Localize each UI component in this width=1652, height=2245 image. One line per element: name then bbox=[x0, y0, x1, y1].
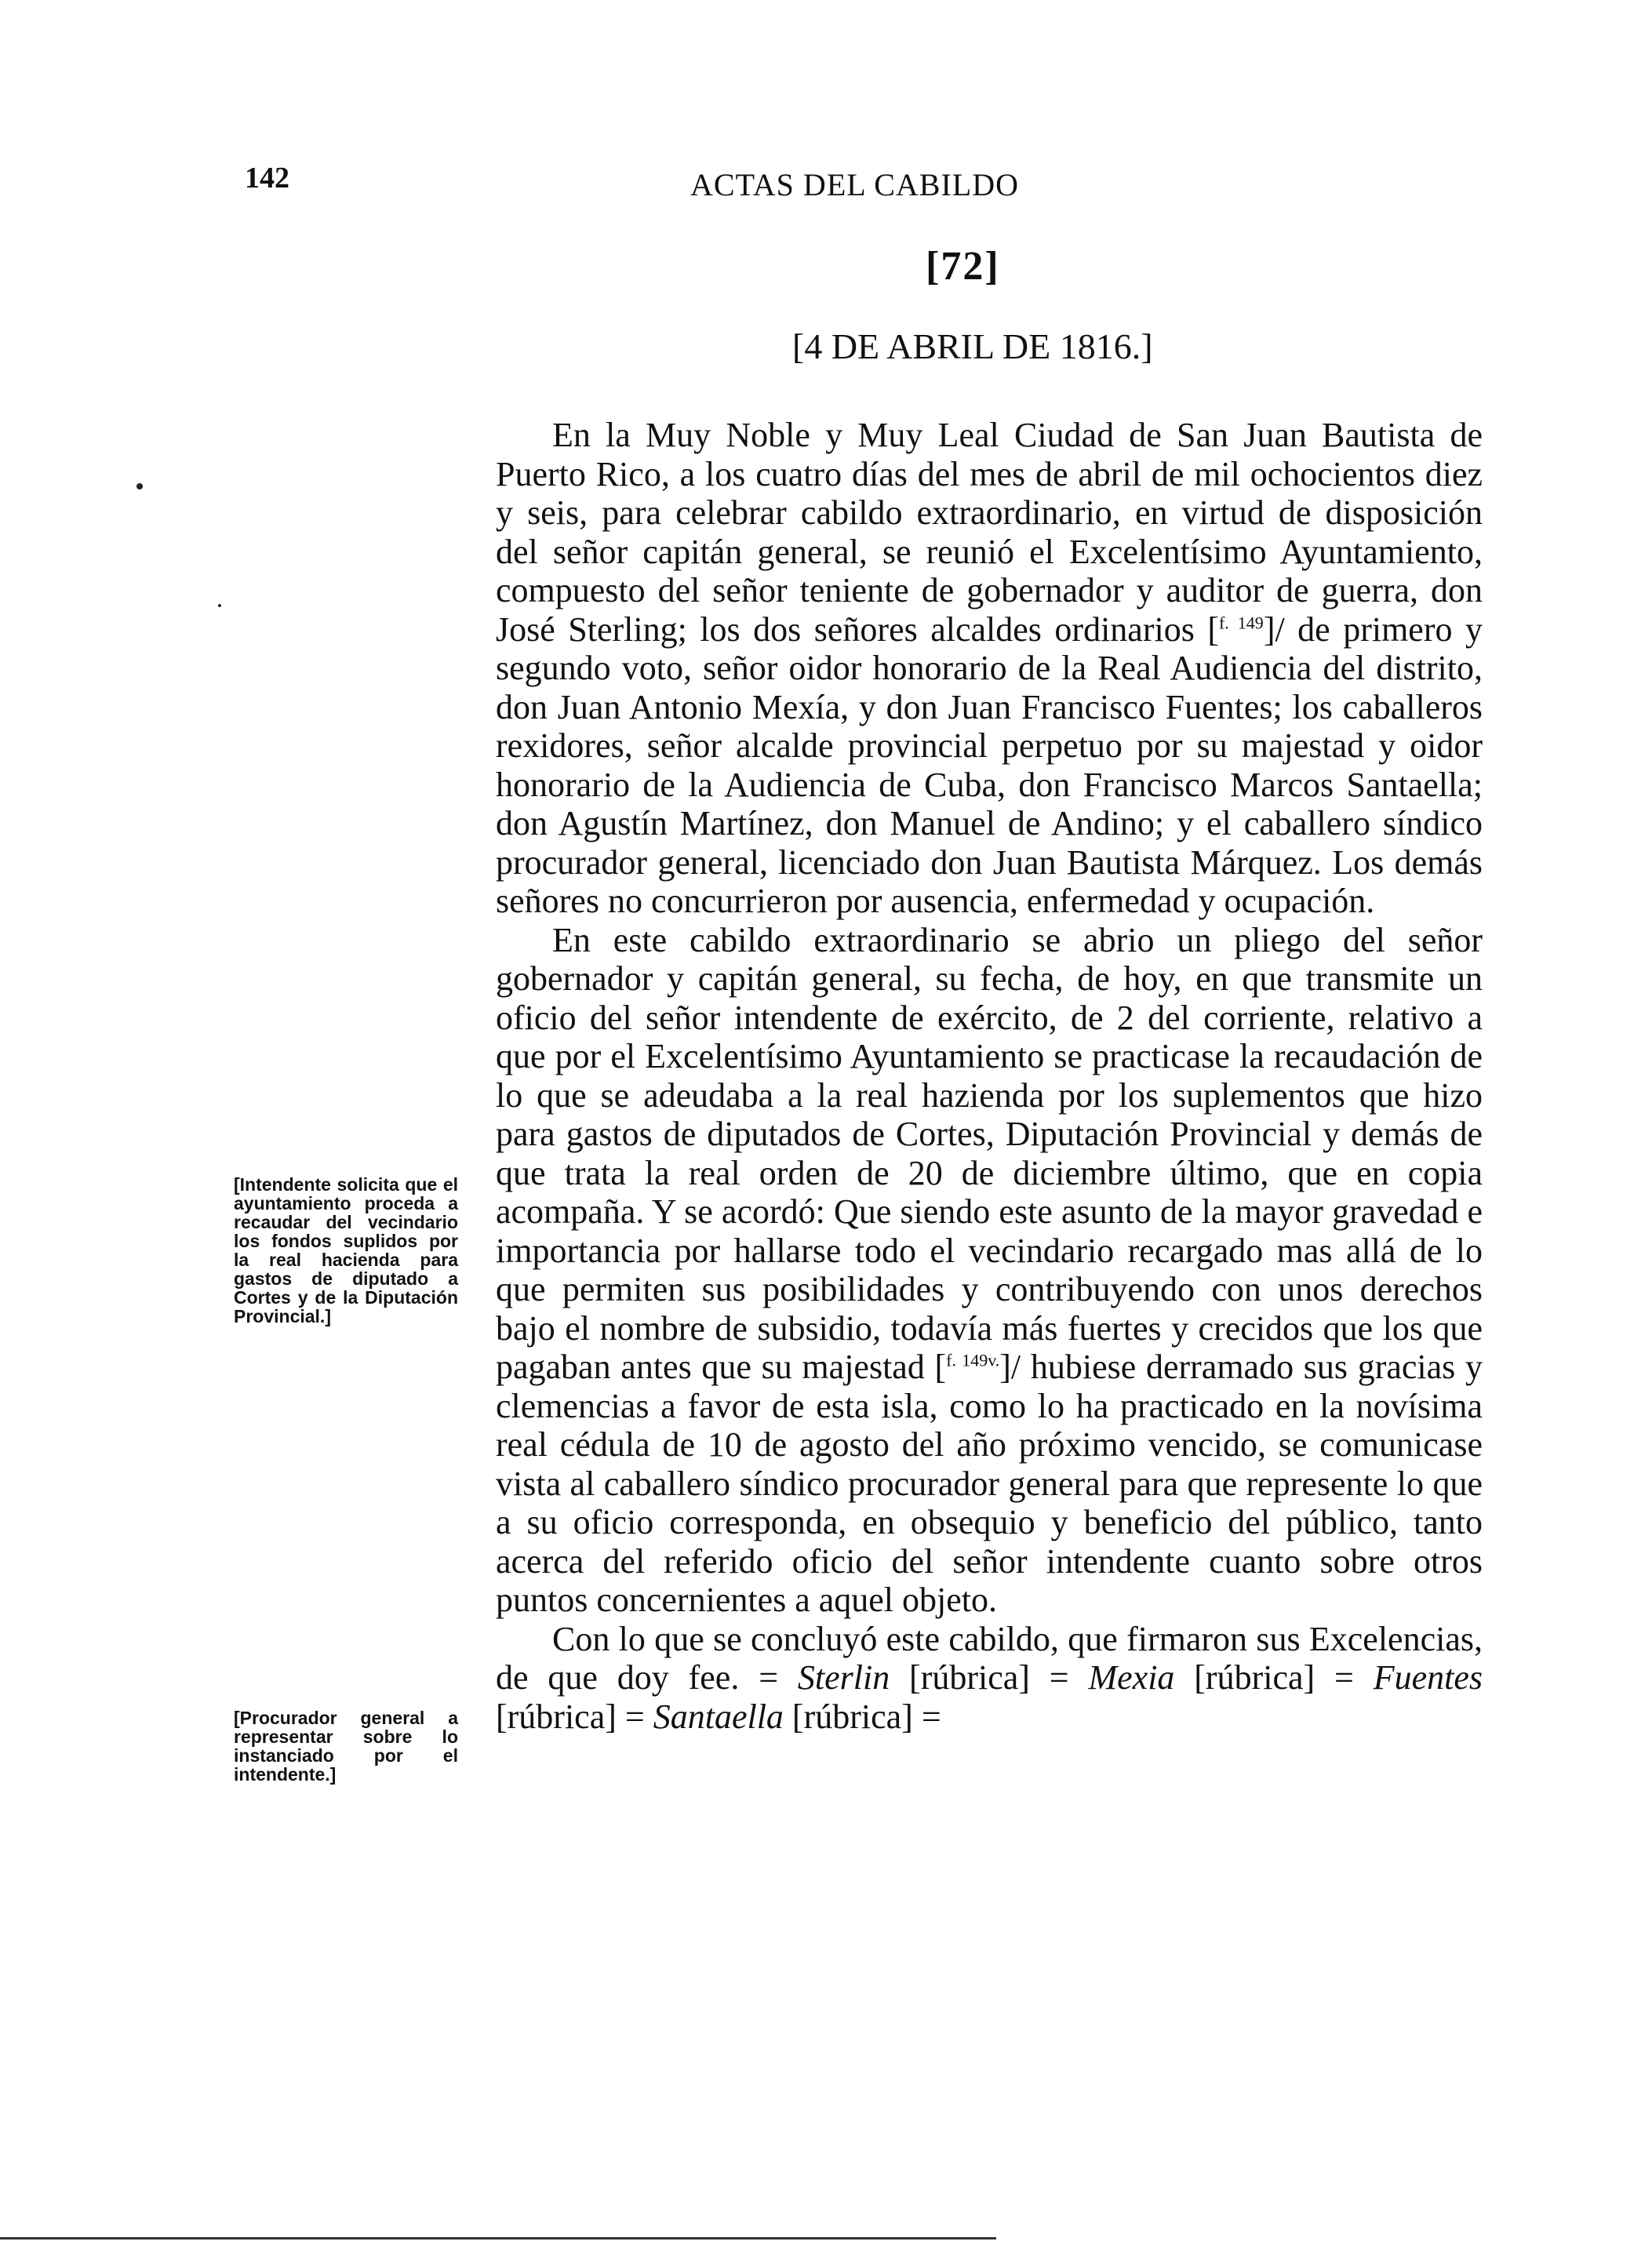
paragraph-2-text-a: En este cabildo extraordinario se abrio un pliego del señor gobernador y capitán general, su fecha, de hoy, en que transmite un oficio del señor intendente de exército, de 2 del corriente, relativo a que por el Excelentísimo Ayuntamiento se practicase la recaudación de lo que se adeudaba a la real hazienda por los suplementos que hizo para gastos de diputados de Cortes, Diputación Provincial y demás de que trata la real orden de 20 de diciembre último, que en copia acompaña. Y se acordó: Que siendo este asunto de la mayor gravedad e importancia por hallarse todo el vecindario recargado mas allá de lo que permiten sus posibilidades y contribuyendo con unos derechos bajo el nombre de subsidio, todavía más fuertes y crecidos que los que pagaban antes que su majestad [ bbox=[496, 920, 1483, 1386]
page-number: 142 bbox=[245, 162, 289, 195]
running-head: ACTAS DEL CABILDO bbox=[690, 167, 1019, 202]
signature-santaella: Santaella bbox=[653, 1697, 784, 1736]
paragraph-3 bbox=[496, 1620, 1483, 1737]
scan-speck bbox=[218, 604, 221, 607]
paragraph-1-text-b: ]/ de primero y segundo voto, señor oidor honorario de la Real Audiencia del distrito, don Juan Antonio Mexía, y don Juan Francisco Fuentes; los caballeros rexidores, señor alcalde provincial perpetuo por su majestad y oidor honorario de la Audiencia de Cuba, don Francisco Marcos Santaella; don Agustín Martínez, don Manuel de Andino; y el caballero síndico procurador general, licenciado don Juan Bautista Márquez. Los demás señores no concurrieron por ausencia, enfermedad y ocupación. bbox=[496, 609, 1483, 920]
paragraph-1 bbox=[496, 416, 1483, 921]
signature-fuentes: Fuentes bbox=[1373, 1658, 1483, 1697]
paragraph-1-text-a: En la Muy Noble y Muy Leal Ciudad de San Juan Bautista de Puerto Rico, a los cuatro días del mes de abril de mil ochocientos diez y seis, para celebrar cabildo extraordinario, en virtud de disposición del señor capitán general, se reunió el Excelentísimo Ayuntamiento, compuesto del señor teniente de gobernador y auditor de guerra, don José Sterling; los dos señores alcaldes ordinarios [ bbox=[496, 416, 1483, 649]
bottom-rule bbox=[0, 2237, 996, 2240]
signature-sterlin: Sterlin bbox=[797, 1658, 890, 1697]
act-body bbox=[496, 416, 1483, 1736]
act-date: [4 DE ABRIL DE 1816.] bbox=[792, 326, 1153, 366]
folio-mark-149: f. 149 bbox=[1218, 612, 1264, 632]
signature-mexia: Mexia bbox=[1088, 1658, 1175, 1697]
rubrica-4: [rúbrica] = bbox=[783, 1697, 941, 1736]
rubrica-2: [rúbrica] = bbox=[1174, 1658, 1374, 1697]
margin-note-procurador: [Procurador general a representar sobre lo instanciado por el intendente.] bbox=[234, 1708, 458, 1785]
paragraph-2 bbox=[496, 921, 1483, 1620]
margin-note-intendente: [Intendente solicita que el ayuntamiento proceda a recaudar del vecindario los fondos suplidos por la real hacienda para gastos de diputado a Cortes y de la Diputación Provincial.] bbox=[234, 1174, 458, 1326]
paragraph-2-text-b: ]/ hubiese derramado sus gracias y clemencias a favor de esta isla, como lo ha practicado en la novísima real cédula de 10 de agosto del año próximo vencido, se comunicase vista al caballero síndico procurador general para que represente lo que a su oficio corresponda, en obsequio y beneficio del público, tanto acerca del referido oficio del señor intendente cuanto sobre otros puntos concernientes a aquel objeto. bbox=[496, 1348, 1483, 1619]
rubrica-1: [rúbrica] = bbox=[890, 1658, 1089, 1697]
rubrica-3: [rúbrica] = bbox=[496, 1697, 653, 1736]
act-number: [72] bbox=[926, 244, 1000, 289]
folio-mark-149v: f. 149v. bbox=[946, 1350, 1000, 1370]
scan-speck bbox=[136, 483, 143, 489]
paragraph-3-text: Con lo que se concluyó este cabildo, que firmaron sus Excelencias, de que doy fee. = bbox=[496, 1619, 1483, 1697]
